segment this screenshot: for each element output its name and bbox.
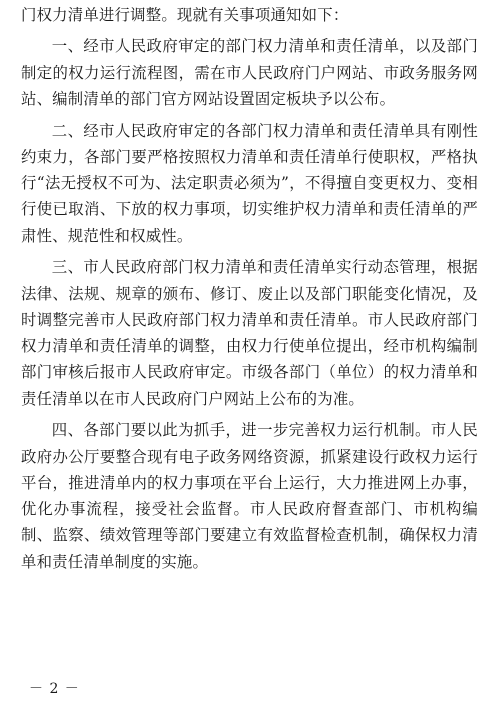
paragraph-item-1: 一、经市人民政府审定的部门权力清单和责任清单，以及部门制定的权力运行流程图，需在市人民政府门户网站、市政务服务网站、编制清单的部门官方网站设置固定板块予以公布。 <box>21 37 478 109</box>
paragraph-item-4: 四、各部门要以此为抓手，进一步完善权力运行机制。市人民政府办公厅要整合现有电子政务网络资源，抓紧建设行政权力运行平台，推进清单内的权力事项在平台上运行，大力推进网上办事，优化办事流程，接受社会监督。市人民政府督查部门、市机构编制、监察、绩效管理等部门要建立有效监督检查机制，确保权力清单和责任清单制度的实施。 <box>21 421 478 571</box>
paragraph-continuation: 门权力清单进行调整。现就有关事项通知如下： <box>21 6 349 24</box>
page-number: － 2 － <box>29 681 80 697</box>
paragraph-item-2: 二、经市人民政府审定的各部门权力清单和责任清单具有刚性约束力，各部门要严格按照权力清单和责任清单行使职权，严格执行“法无授权不可为、法定职责必须为”，不得擅自变更权力、变相行使已取消、下放的权力事项，切实维护权力清单和责任清单的严肃性、规范性和权威性。 <box>21 121 478 245</box>
paragraph-item-3: 三、市人民政府部门权力清单和责任清单实行动态管理，根据法律、法规、规章的颁布、修订、废止以及部门职能变化情况，及时调整完善市人民政府部门权力清单和责任清单。市人民政府部门权力清单和责任清单的调整，由权力行使单位提出，经市机构编制部门审核后报市人民政府审定。市级各部门（单位）的权力清单和责任清单以在市人民政府门户网站上公布的为准。 <box>21 258 478 408</box>
